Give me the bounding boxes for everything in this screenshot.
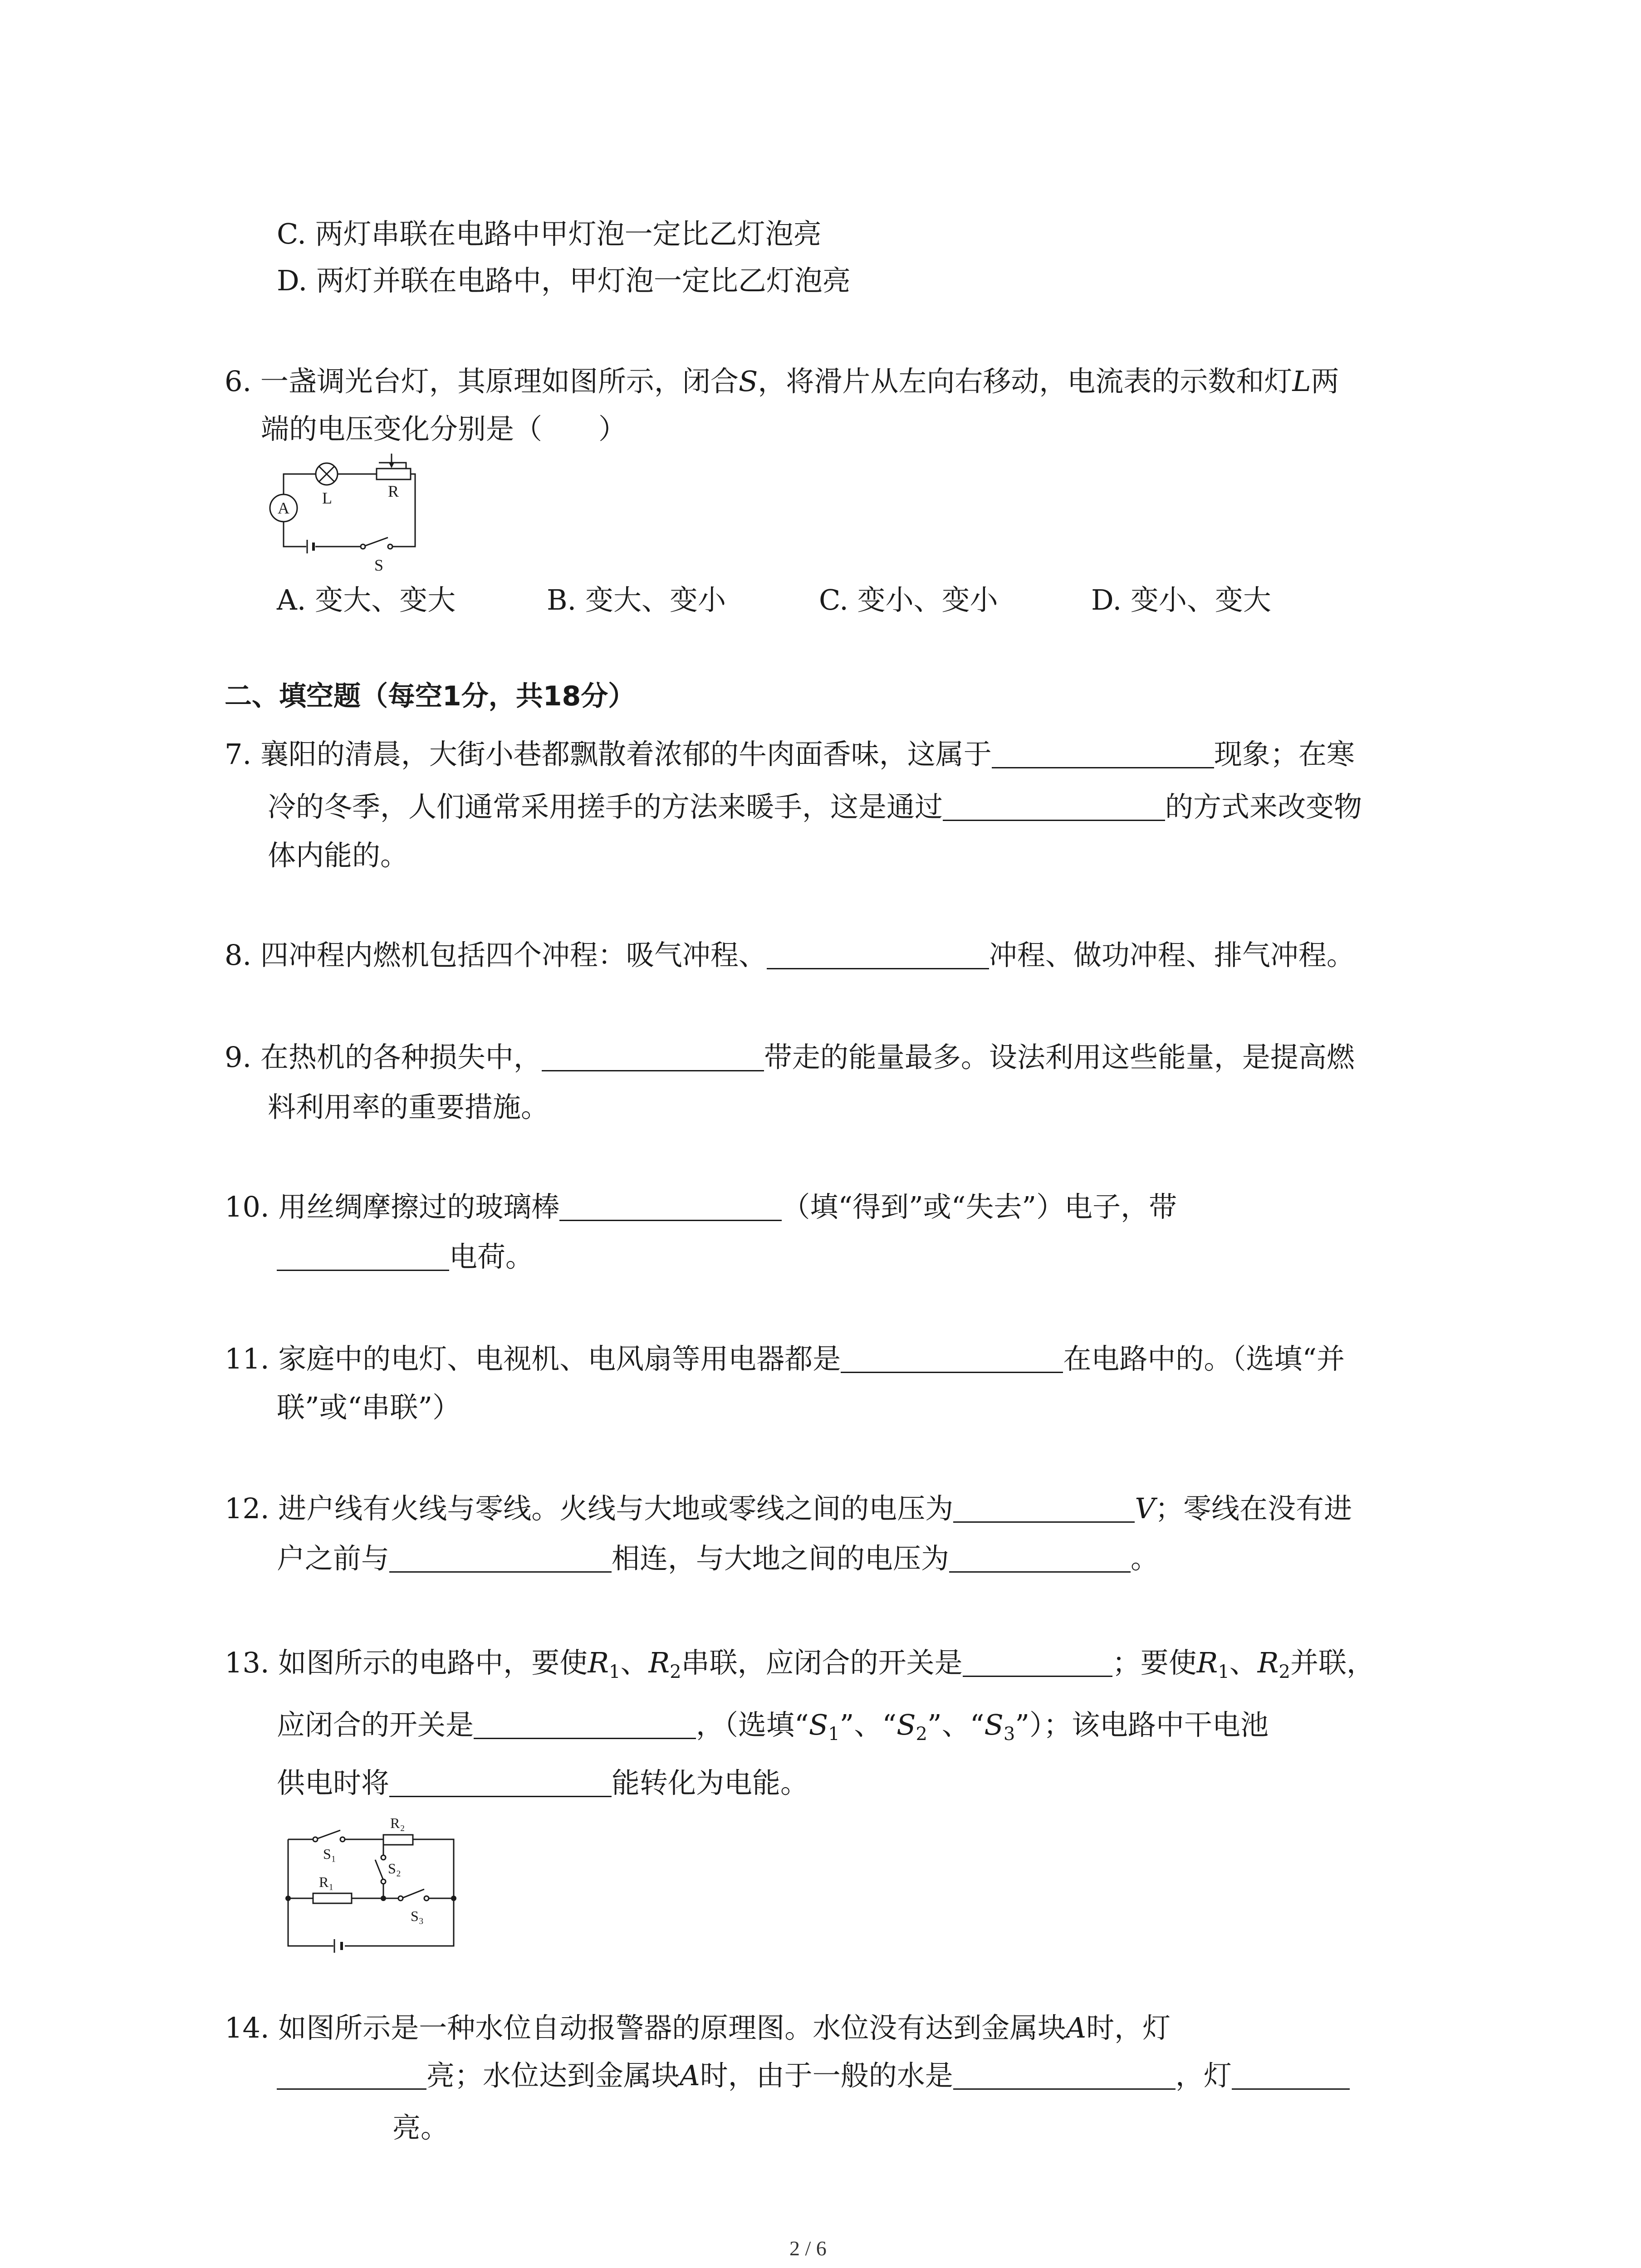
answer-blank[interactable]	[542, 1044, 764, 1071]
q13-line2: 应闭合的开关是 ，（选填“$S_1$”、“$S_2$”、“$S_3$”）；该电路中干电池	[277, 1708, 1269, 1745]
q6-stem-line2: 端的电压变化分别是（ ）	[261, 412, 627, 445]
q6-stem-line1: 6. 一盏调光台灯，其原理如图所示，闭合S，将滑片从左向右移动，电流表的示数和灯L两	[225, 365, 1339, 398]
q13-circuit-diagram	[279, 1810, 465, 1957]
answer-blank[interactable]	[992, 741, 1214, 768]
q9-line1: 9. 在热机的各种损失中， 带走的能量最多。设法利用这些能量，是提高燃	[225, 1041, 1355, 1074]
answer-blank[interactable]	[559, 1193, 782, 1221]
q11-line1: 11. 家庭中的电灯、电视机、电风扇等用电器都是 在电路中的。（选填“并	[225, 1342, 1345, 1375]
answer-blank[interactable]	[953, 2062, 1176, 2090]
q14-line1: 14. 如图所示是一种水位自动报警器的原理图。水位没有达到金属块A时，灯	[225, 2011, 1171, 2044]
answer-blank[interactable]	[943, 793, 1165, 821]
q6-option-d: D. 变小、变大	[1091, 583, 1271, 616]
q10-line2: 电荷。	[277, 1243, 534, 1271]
answer-blank[interactable]	[277, 1243, 449, 1271]
s3-label: S₃	[411, 1908, 424, 1924]
q6-option-b: B. 变大、变小	[547, 583, 726, 616]
answer-blank[interactable]	[949, 1545, 1131, 1573]
lamp-label: L	[322, 489, 332, 507]
answer-blank[interactable]	[277, 2062, 426, 2090]
q6-option-c: C. 变小、变小	[819, 583, 998, 616]
switch-label: S	[374, 556, 384, 574]
q14-line3: 亮。	[392, 2111, 449, 2144]
answer-blank[interactable]	[841, 1345, 1063, 1373]
r1-label: R₁	[319, 1874, 334, 1890]
answer-blank[interactable]	[389, 1769, 612, 1797]
q12-line1: 12. 进户线有火线与零线。火线与大地或零线之间的电压为 V；零线在没有进	[225, 1492, 1352, 1525]
answer-blank[interactable]	[953, 1495, 1135, 1523]
s2-label: S₂	[388, 1860, 401, 1877]
q7-line3: 体内能的。	[268, 839, 409, 872]
r2-label: R₂	[390, 1815, 405, 1831]
q5-option-c: C. 两灯串联在电路中甲灯泡一定比乙灯泡亮	[277, 217, 822, 250]
q7-line2: 冷的冬季，人们通常采用搓手的方法来暖手，这是通过 的方式来改变物	[268, 790, 1362, 823]
q5-option-d: D. 两灯并联在电路中，甲灯泡一定比乙灯泡亮	[277, 264, 851, 297]
q13-line3: 供电时将 能转化为电能。	[277, 1766, 809, 1799]
q8-line1: 8. 四冲程内燃机包括四个冲程：吸气冲程、 冲程、做功冲程、排气冲程。	[225, 938, 1355, 972]
q10-line1: 10. 用丝绸摩擦过的玻璃棒 （填“得到”或“失去”）电子，带	[225, 1190, 1177, 1223]
page-number: 2 / 6	[789, 2237, 827, 2260]
section-heading: 二、填空题（每空1分，共18分）	[225, 680, 636, 712]
q12-line2: 户之前与 相连，与大地之间的电压为 。	[277, 1542, 1159, 1575]
q6-circuit-diagram	[256, 454, 470, 578]
q6-option-a: A. 变大、变大	[277, 583, 456, 616]
q7-line1: 7. 襄阳的清晨，大街小巷都飘散着浓郁的牛肉面香味，这属于 现象；在寒	[225, 738, 1355, 771]
s1-label: S₁	[323, 1846, 336, 1862]
rheostat-label: R	[388, 482, 399, 500]
answer-blank[interactable]	[963, 1649, 1112, 1677]
ammeter-label: A	[278, 499, 289, 517]
q11-line2: 联”或“串联”）	[277, 1391, 461, 1424]
answer-blank[interactable]	[1232, 2062, 1350, 2090]
answer-blank[interactable]	[767, 942, 989, 969]
q14-line2: 亮；水位达到金属块A时，由于一般的水是 ，灯	[277, 2062, 1350, 2090]
answer-blank[interactable]	[474, 1711, 696, 1739]
q9-line2: 料利用率的重要措施。	[268, 1090, 549, 1124]
answer-blank[interactable]	[389, 1545, 612, 1573]
q13-line1: 13. 如图所示的电路中，要使$R_1$、$R_2$串联，应闭合的开关是 ；要使$R_1$、$R_2$并联，	[225, 1646, 1375, 1682]
